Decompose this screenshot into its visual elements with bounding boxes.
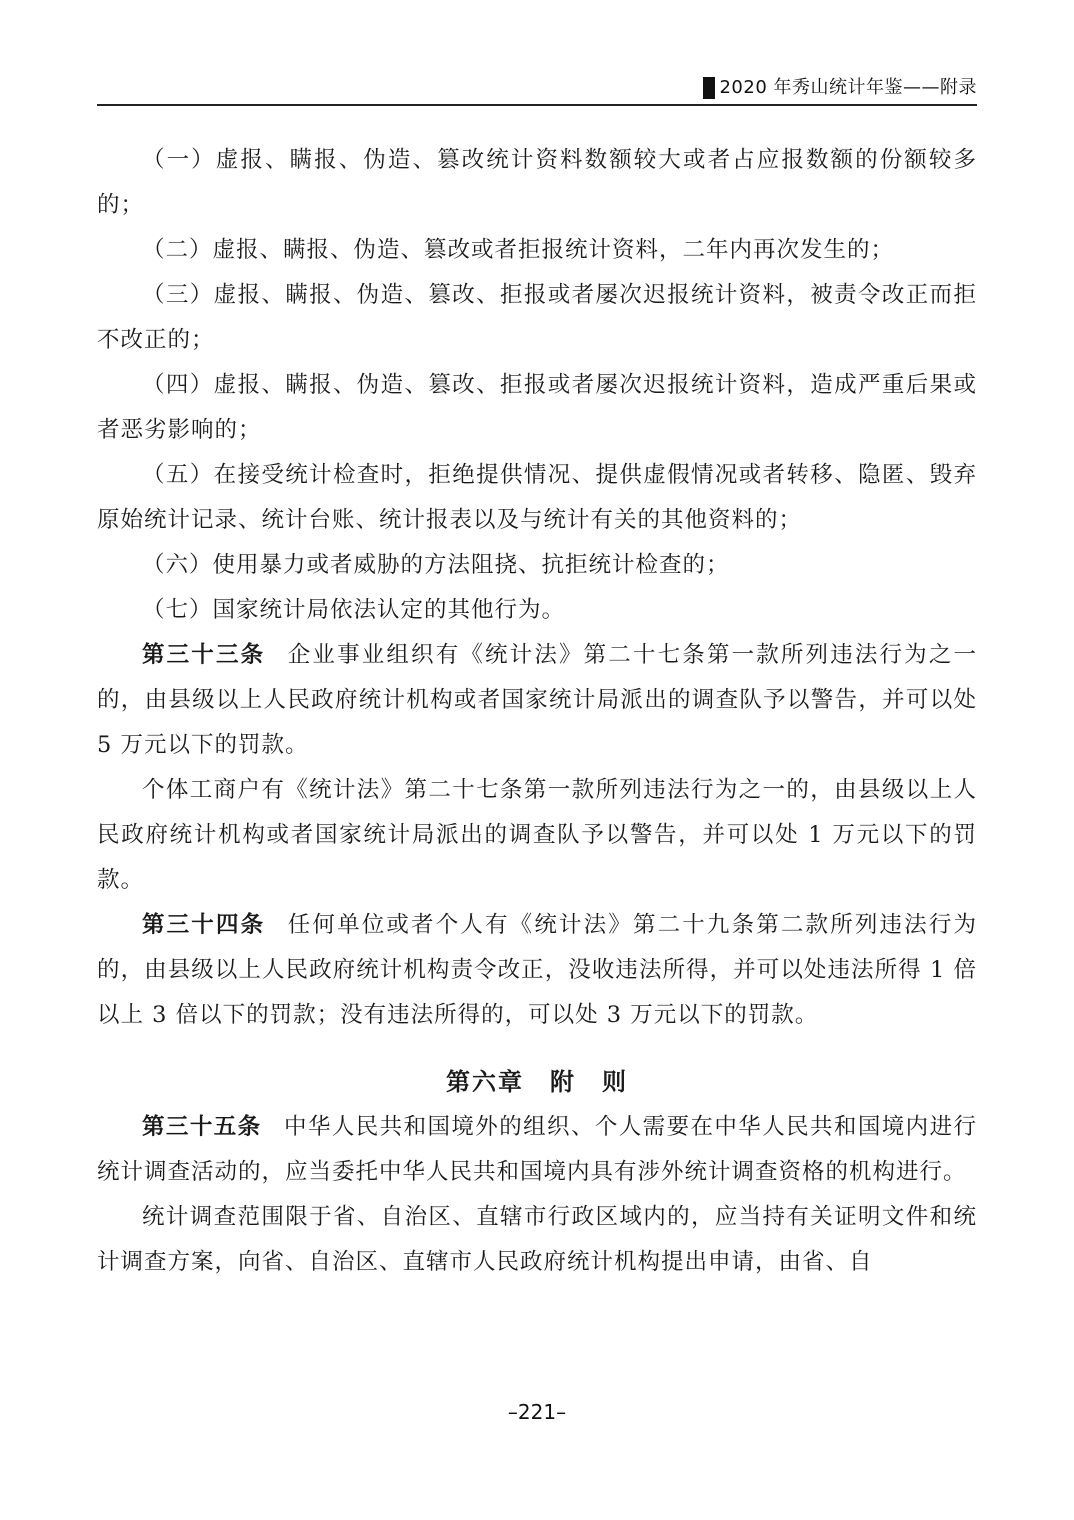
paragraph: [97, 768, 977, 903]
paragraph: [97, 543, 977, 588]
paragraph-text: 中华人民共和国境外的组织、个人需要在中华人民共和国境内进行统计调查活动的，应当委托中华人民共和国境内具有涉外统计调查资格的机构进行。: [97, 1114, 977, 1185]
article-number: 第三十四条: [142, 912, 266, 938]
paragraph-text: （四）虚报、瞒报、伪造、篡改、拒报或者屡次迟报统计资料，造成严重后果或者恶劣影响的；: [97, 372, 977, 443]
chapter-title: 第六章 附 则: [446, 1068, 628, 1096]
paragraph: [97, 588, 977, 633]
paragraph: [97, 363, 977, 453]
article-paragraph: [97, 1105, 977, 1195]
paragraph: [97, 138, 977, 228]
page-header: [97, 76, 977, 106]
paragraph-text: （七）国家统计局依法认定的其他行为。: [142, 597, 566, 623]
paragraph-text: （六）使用暴力或者威胁的方法阻挠、抗拒统计检查的；: [142, 552, 730, 578]
paragraph: [97, 228, 977, 273]
paragraph: [97, 1195, 977, 1285]
paragraph-text: （一）虚报、瞒报、伪造、篡改统计资料数额较大或者占应报数额的份额较多的；: [97, 147, 977, 218]
paragraph-text: 统计调查范围限于省、自治区、直辖市行政区域内的，应当持有关证明文件和统计调查方案，向省、自治区、直辖市人民政府统计机构提出申请，由省、自: [97, 1204, 977, 1275]
article-paragraph: [97, 633, 977, 768]
paragraph-text: 企业事业组织有《统计法》第二十七条第一款所列违法行为之一的，由县级以上人民政府统计机构或者国家统计局派出的调查队予以警告，并可以处 5 万元以下的罚款。: [97, 642, 977, 758]
header-title: 2020 年秀山统计年鉴——附录: [719, 77, 977, 98]
document-body: [97, 138, 977, 1285]
paragraph: [97, 453, 977, 543]
article-paragraph: [97, 903, 977, 1038]
header-block-mark: [703, 77, 715, 99]
paragraph-text: （三）虚报、瞒报、伪造、篡改、拒报或者屡次迟报统计资料，被责令改正而拒不改正的；: [97, 282, 977, 353]
paragraph: [97, 273, 977, 363]
article-number: 第三十三条: [142, 642, 266, 668]
page-number: –221–: [507, 1400, 567, 1424]
article-number: 第三十五条: [142, 1114, 262, 1140]
paragraph-text: （五）在接受统计检查时，拒绝提供情况、提供虚假情况或者转移、隐匿、毁弃原始统计记录、统计台账、统计报表以及与统计有关的其他资料的；: [97, 462, 977, 533]
paragraph-text: 个体工商户有《统计法》第二十七条第一款所列违法行为之一的，由县级以上人民政府统计机构或者国家统计局派出的调查队予以警告，并可以处 1 万元以下的罚款。: [97, 777, 977, 893]
paragraph-text: （二）虚报、瞒报、伪造、篡改或者拒报统计资料，二年内再次发生的；: [142, 237, 895, 263]
paragraph-text: 任何单位或者个人有《统计法》第二十九条第二款所列违法行为的，由县级以上人民政府统计机构责令改正，没收违法所得，并可以处违法所得 1 倍以上 3 倍以下的罚款；没有违法所得的，可以处 3 万元以下的罚款。: [97, 912, 977, 1028]
